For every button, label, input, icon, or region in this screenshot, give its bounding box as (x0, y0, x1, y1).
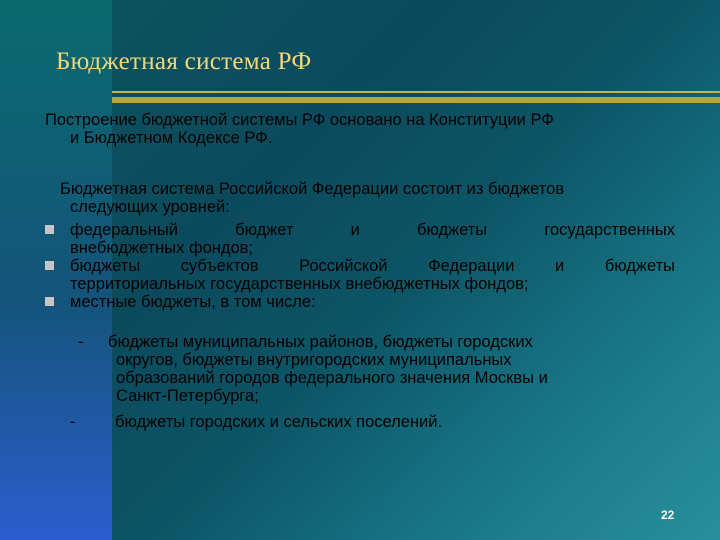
sub-item-line-3: образований городов федерального значения Москвы и (116, 369, 548, 387)
intro-line-1: Построение бюджетной системы РФ основано на Конституции РФ (45, 111, 554, 129)
list-item (45, 221, 675, 239)
square-bullet-icon (45, 261, 54, 270)
dash-icon: - (70, 413, 76, 431)
sub-item-settlements (70, 413, 670, 431)
sub-item-line-4: Санкт-Петербурга; (116, 387, 259, 405)
sub-item-municipal (78, 333, 678, 405)
page-number: 22 (661, 508, 675, 522)
list-item-continuation (45, 275, 675, 293)
list-item-line-1: бюджеты субъектов Российской Федерации и бюджеты (70, 257, 675, 275)
sub-item-line-1: бюджеты муниципальных районов, бюджеты городских (108, 333, 533, 351)
title-divider-thick (112, 97, 720, 103)
sub-item-line-1: бюджеты городских и сельских поселений. (115, 413, 443, 431)
square-bullet-icon (45, 297, 54, 306)
budget-levels-list (45, 221, 675, 311)
list-item-line-1: федеральный бюджет и бюджеты государственных (70, 221, 675, 239)
structure-paragraph (60, 180, 676, 216)
list-item (45, 257, 675, 275)
list-item-line-1: местные бюджеты, в том числе: (70, 293, 316, 311)
list-item-line-2: территориальных государственных внебюджетных фондов; (70, 275, 529, 293)
structure-line-1: Бюджетная система Российской Федерации состоит из бюджетов (60, 180, 565, 198)
title-divider-thin (112, 91, 720, 93)
list-item-continuation (45, 239, 675, 257)
list-item-line-2: внебюджетных фондов; (70, 239, 254, 257)
sub-item-line-2: округов, бюджеты внутригородских муниципальных (116, 351, 512, 369)
dash-icon: - (78, 333, 84, 351)
intro-paragraph (45, 111, 685, 147)
square-bullet-icon (45, 225, 54, 234)
list-item (45, 293, 675, 311)
structure-line-2: следующих уровней: (70, 198, 230, 216)
intro-line-2: и Бюджетном Кодексе РФ. (70, 129, 273, 147)
slide-title: Бюджетная система РФ (56, 48, 312, 75)
